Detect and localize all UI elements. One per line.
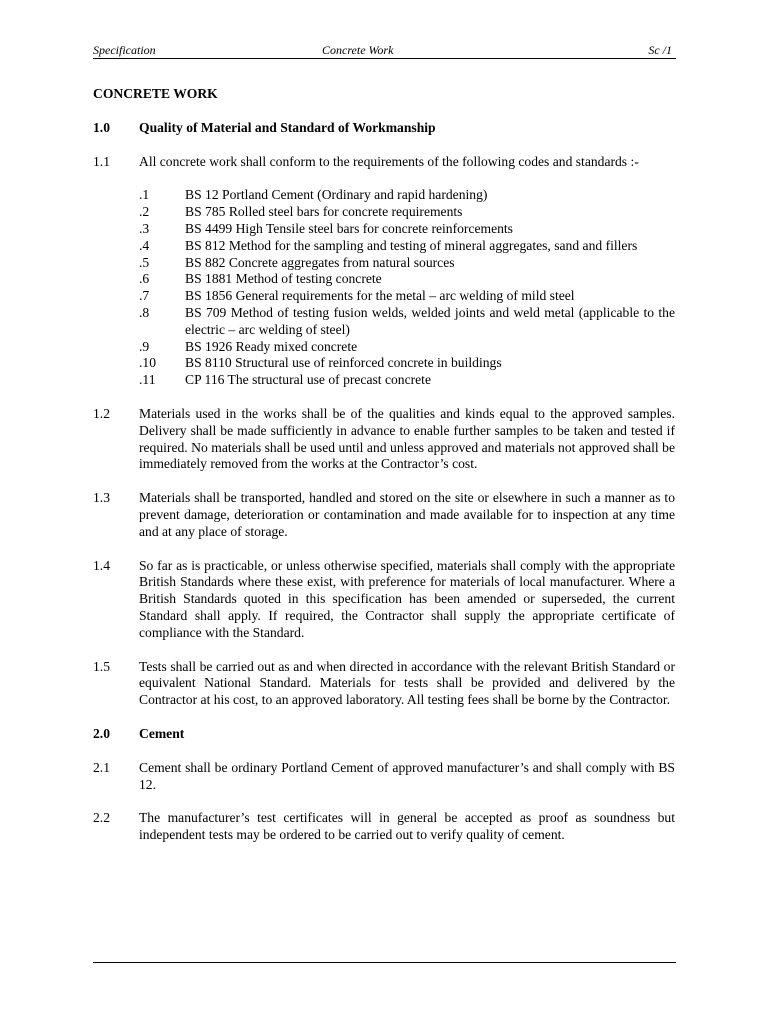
list-item-number: .2 bbox=[139, 204, 150, 220]
clause-1-3 bbox=[93, 490, 675, 540]
standards-list bbox=[139, 187, 675, 389]
list-item-text: BS 1856 General requirements for the metal – arc welding of mild steel bbox=[185, 288, 575, 304]
list-item-number: .3 bbox=[139, 220, 150, 236]
list-item-text: BS 4499 High Tensile steel bars for concrete reinforcements bbox=[185, 220, 513, 236]
list-item-number: .9 bbox=[139, 338, 150, 354]
section-heading-1-0 bbox=[93, 120, 675, 137]
section-title: Quality of Material and Standard of Workmanship bbox=[139, 119, 436, 135]
list-item-number: .10 bbox=[139, 355, 156, 371]
clause-number: 1.1 bbox=[93, 153, 110, 169]
document-title: CONCRETE WORK bbox=[93, 86, 218, 101]
document-body bbox=[93, 86, 675, 861]
page-header bbox=[93, 43, 676, 59]
clause-1-1 bbox=[93, 154, 675, 389]
clause-number: 2.2 bbox=[93, 810, 110, 826]
list-item bbox=[139, 305, 675, 339]
section-number: 2.0 bbox=[93, 725, 110, 741]
section-heading-2-0 bbox=[93, 726, 675, 743]
clause-text: Cement shall be ordinary Portland Cement of approved manufacturer’s and shall comply with BS 12. bbox=[139, 759, 675, 792]
list-item-text: BS 1881 Method of testing concrete bbox=[185, 271, 382, 287]
clause-2-1 bbox=[93, 760, 675, 794]
list-item bbox=[139, 372, 675, 389]
list-item-number: .4 bbox=[139, 237, 150, 253]
clause-text: So far as is practicable, or unless otherwise specified, materials shall comply with the appropriate British Standards where these exist, with preference for materials of local manufacturer. Where a British Standards quoted in this specification has been amended or superseded, the current Standard shall apply. If required, the Contractor shall supply the appropriate certificate of compliance with the Standard. bbox=[139, 557, 675, 640]
clause-1-2 bbox=[93, 406, 675, 473]
header-chapter-title: Concrete Work bbox=[322, 43, 394, 57]
list-item-number: .7 bbox=[139, 288, 150, 304]
clause-1-4 bbox=[93, 558, 675, 642]
clause-2-2 bbox=[93, 810, 675, 844]
section-number: 1.0 bbox=[93, 119, 110, 135]
list-item bbox=[139, 355, 675, 372]
list-item-text: BS 1926 Ready mixed concrete bbox=[185, 338, 358, 354]
clause-text: Materials shall be transported, handled and stored on the site or elsewhere in such a manner as to prevent damage, deterioration or contamination and made available for to inspection at any time and at any place of storage. bbox=[139, 490, 675, 539]
list-item-text: BS 882 Concrete aggregates from natural sources bbox=[185, 254, 455, 270]
list-item bbox=[139, 204, 675, 221]
clause-number: 1.3 bbox=[93, 490, 110, 506]
clause-number: 1.2 bbox=[93, 405, 110, 421]
header-document-type: Specification bbox=[93, 43, 156, 57]
list-item bbox=[139, 255, 675, 272]
clause-1-5 bbox=[93, 659, 675, 709]
list-item-text: BS 709 Method of testing fusion welds, welded joints and weld metal (applicable to the electric – arc welding of steel) bbox=[185, 304, 675, 337]
list-item-text: BS 8110 Structural use of reinforced concrete in buildings bbox=[185, 355, 502, 371]
clause-text: Tests shall be carried out as and when directed in accordance with the relevant British Standard or equivalent National Standard. Materials for tests shall be provided and delivered by the Contractor at his cost, to an approved laboratory. All testing fees shall be borne by the Contractor. bbox=[139, 658, 675, 708]
clause-body bbox=[139, 154, 675, 389]
list-item bbox=[139, 238, 675, 255]
list-item-number: .8 bbox=[139, 304, 150, 320]
list-item-number: .6 bbox=[139, 271, 150, 287]
list-item-number: .5 bbox=[139, 254, 150, 270]
list-item-number: .1 bbox=[139, 187, 150, 203]
list-item bbox=[139, 221, 675, 238]
list-item bbox=[139, 339, 675, 356]
section-title: Cement bbox=[139, 725, 185, 741]
list-item-text: BS 785 Rolled steel bars for concrete requirements bbox=[185, 204, 463, 220]
list-item bbox=[139, 271, 675, 288]
header-page-number: Sc /1 bbox=[648, 43, 672, 57]
clause-text: All concrete work shall conform to the requirements of the following codes and standards :- bbox=[139, 153, 639, 169]
footer-divider bbox=[93, 962, 676, 963]
clause-number: 1.5 bbox=[93, 658, 110, 674]
clause-number: 1.4 bbox=[93, 557, 110, 573]
clause-text: Materials used in the works shall be of the qualities and kinds equal to the approved samples. Delivery shall be made sufficiently in advance to enable further samples to be taken and tested if required. No materials shall be used until and unless approved and materials not approved shall be immediately removed from the works at the Contractor’s cost. bbox=[139, 405, 675, 472]
clause-number: 2.1 bbox=[93, 759, 110, 775]
list-item bbox=[139, 187, 675, 204]
list-item-text: CP 116 The structural use of precast concrete bbox=[185, 372, 431, 388]
list-item bbox=[139, 288, 675, 305]
clause-text: The manufacturer’s test certificates will in general be accepted as proof as soundness but independent tests may be ordered to be carried out to verify quality of cement. bbox=[139, 810, 675, 843]
list-item-text: BS 812 Method for the sampling and testing of mineral aggregates, sand and fillers bbox=[185, 237, 638, 253]
list-item-text: BS 12 Portland Cement (Ordinary and rapid hardening) bbox=[185, 187, 488, 203]
list-item-number: .11 bbox=[139, 372, 156, 388]
